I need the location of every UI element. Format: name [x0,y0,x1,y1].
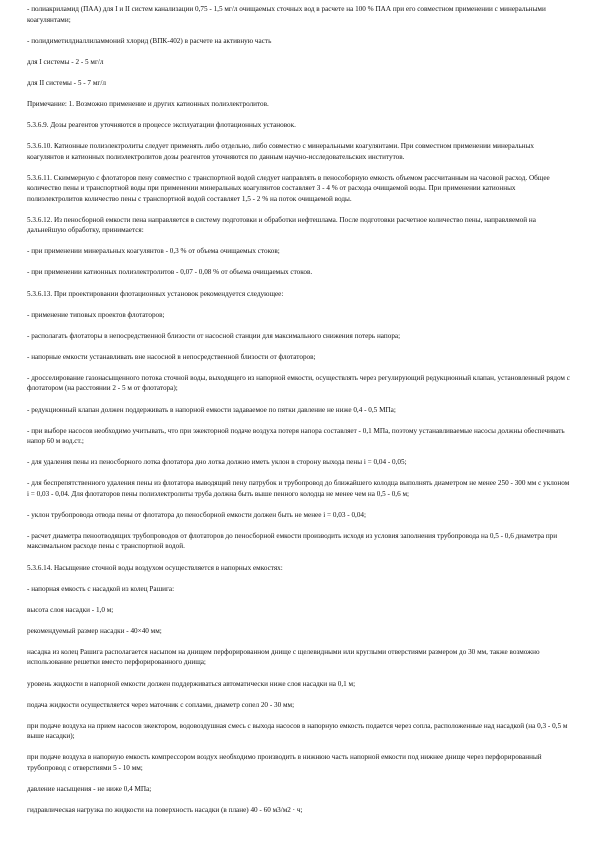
paragraph-5-3-6-11: 5.3.6.11. Скиммерную с флотаторов пену совместно с транспортной водой следует направлять в пенособорную емкость объемом рассчитанным на часовой расход. Общее количество пены и транспортной воды при применении минеральных коагулянтов составляет 3 - 4 % от расхода очищаемой воды. При применении катионных полиэлектролитов количество пены с транспортной водой составляет 1,5 - 2 % на поток очищаемой воды. [27,173,550,203]
list-item-raschig-tank: - напорная емкость с насадкой из колец Рашига: [27,584,175,593]
paragraph-paa-dose: - полиакриламид (ПАА) для I и II систем канализации 0,75 - 1,5 мг/л очищаемых сточных вод в расчете на 100 % ПАА при его совместном применении с минеральными коагулянтами; [27,5,546,24]
list-item-foam-pipe-diameter: - для беспрепятственного удаления пены из флотатора выводящий пену патрубок и трубопровод до ближайшего колодца выполнять диаметром не менее 250 - 300 мм с уклоном i = 0,03 - 0,04. Для флотаторов пены полиэлектролиты труба должна быть выше пенного колодца не менее чем на 0,5 - 0,6 м; [27,479,570,498]
paragraph-liquid-supply: подача жидкости осуществляется через маточник с соплами, диаметр сопел 20 - 30 мм; [27,700,295,709]
paragraph-cationic-foam: - при применении катионных полиэлектролитов - 0,07 - 0,08 % от объема очищаемых стоков. [27,268,313,277]
paragraph-5-3-6-9: 5.3.6.9. Дозы реагентов уточняются в процессе эксплуатации флотационных установок. [27,120,296,129]
paragraph-5-3-6-14: 5.3.6.14. Насыщение сточной воды воздухом осуществляется в напорных емкостях: [27,563,283,572]
paragraph-system-2-dose: для II системы - 5 - 7 мг/л [27,78,106,87]
paragraph-mineral-coagulants-foam: - при применении минеральных коагулянтов - 0,3 % от объема очищаемых стоков; [27,247,280,256]
paragraph-ejector-air: при подаче воздуха на прием насосов эжектором, водовоздушная смесь с выхода насосов в напорную емкость подается через сопла, расположенные над насадкой (на 0,3 - 0,5 м выше насадки); [27,721,568,741]
list-item-foam-tray-slope: - для удаления пены из пеносборного лотка флотатора дно лотка должно иметь уклон в сторону выхода пены i = 0,04 - 0,05; [27,458,407,467]
paragraph-packing-size: рекомендуемый размер насадки - 40×40 мм; [27,626,162,635]
paragraph-packing-height: высота слоя насадки - 1,0 м; [27,605,114,614]
list-item-foam-pipe-calculation: - расчет диаметра пеноотводящих трубопроводов от флотаторов до пеносборной емкости производить исходя из условия заполнения трубопровода на 0,5 - 0,6 диаметра при максимальном расходе пены с транспортной водой. [27,531,558,551]
list-item-reducing-valve: - редукционный клапан должен поддерживать в напорной емкости задаваемое по пятки давление не ниже 0,4 - 0,5 МПа; [27,405,396,414]
paragraph-note-1: Примечание: 1. Возможно применение и других катионных полиэлектролитов. [27,99,269,108]
paragraph-system-1-dose: для I системы - 2 - 5 мг/л [27,57,104,66]
list-item-flotator-placement: - располагать флотаторы в непосредственной близости от насосной станции для максимального снижения потерь напора; [27,331,401,340]
paragraph-5-3-6-13: 5.3.6.13. При проектировании флотационных установок рекомендуется следующее: [27,289,284,298]
paragraph-compressor-air: при подаче воздуха в напорную емкость компрессором воздух необходимо производить в нижнюю часть напорной емкости под нижнее днище через перфорированный трубопровод с отверстиями 5 - 10 мм; [27,753,542,772]
paragraph-packing-placement: насадка из колец Рашига располагается насыпом на днищем перфорированном днище с щелевидными или круглыми отверстиями размером до 30 мм, также возможно использование решетки вместо перфорированного днища; [27,647,540,667]
paragraph-hydraulic-load: гидравлическая нагрузка по жидкости на поверхность насадки (в плане) 40 - 60 м3/м2 · ч; [27,806,303,814]
paragraph-vpk402: - полидиметилдиаллиламмоний хлорид (ВПК-402) в расчете на активную часть [27,36,272,45]
paragraph-5-3-6-10: 5.3.6.10. Катионные полиэлектролиты следует применять либо отдельно, либо совместно с минеральными коагулянтами. При совместном применении минеральных коагулянтов и катионных полиэлектролитов дозы реагентов уточняются по данным научно-исследовательских институтов. [27,142,534,161]
paragraph-5-3-6-12: 5.3.6.12. Из пеносборной емкости пена направляется в систему подготовки и обработки нефтешлама. После подготовки расчетное количество пены, направляемой на дальнейшую обработку, принимается: [27,215,536,235]
list-item-typical-projects: - применение типовых проектов флотаторов; [27,310,165,319]
list-item-foam-pipe-slope: - уклон трубопровода отвода пены от флотатора до пеносборной емкости должен быть не менее i = 0,03 - 0,04; [27,510,367,519]
list-item-throttling: - дросселирование газонасыщенного потока сточной воды, выходящего из напорной емкости, осуществлять через регулирующий редукционный клапан, установленный рядом с флотатором (на расстоянии 2 - 5 м от флотатора); [27,373,570,393]
paragraph-liquid-level: уровень жидкости в напорной емкости должен поддерживаться автоматически ниже слоя насадки на 0,1 м; [27,679,356,688]
list-item-pump-selection: - при выборе насосов необходимо учитывать, что при эжекторной подаче воздуха потеря напора составляет - 0,1 МПа, поэтому устанавливаемые насосы должны обеспечивать напор 60 м вод.ст.; [27,426,565,446]
list-item-pressure-tanks: - напорные емкости устанавливать вне насосной в непосредственной близости от флотаторов; [27,352,316,361]
document-page [27,4,572,826]
paragraph-saturation-pressure: давление насыщения - не ниже 0,4 МПа; [27,784,152,793]
